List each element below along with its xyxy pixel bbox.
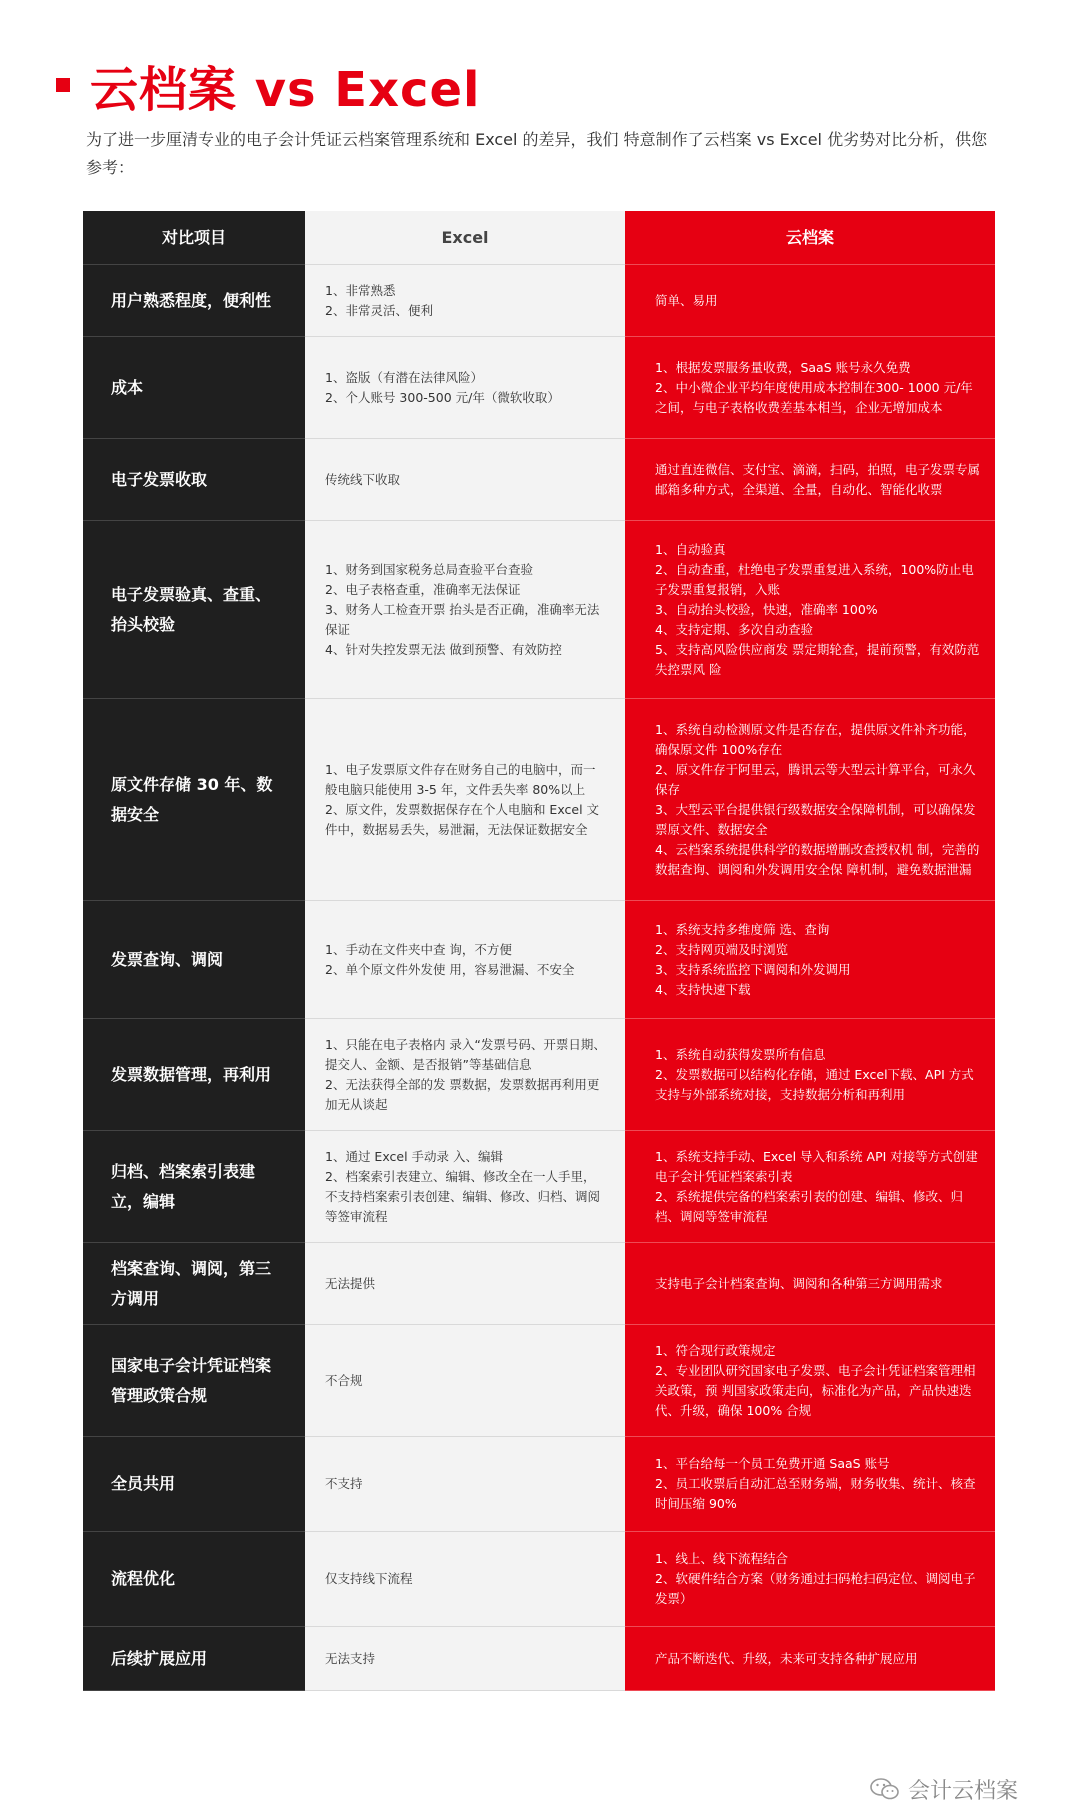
excel-line: 无法支持: [325, 1650, 376, 1666]
cloud-line: 通过直连微信、支付宝、滴滴，扫码，拍照，电子发票专属邮箱多种方式，全渠道、全量，自动化、智能化收票: [655, 461, 981, 497]
cloud-line: 1、线上、线下流程结合: [655, 1551, 788, 1566]
row-cloud-cell: [625, 699, 995, 901]
cloud-line: 4、支持定期、多次自动查验: [655, 621, 813, 637]
row-cloud-cell: [625, 1532, 995, 1627]
excel-line: 传统线下收取: [325, 471, 401, 487]
row-cloud-cell: [625, 901, 995, 1019]
row-item-label: 电子发票收取: [83, 439, 305, 521]
row-excel-cell: [305, 1627, 625, 1691]
row-cloud-cell: [625, 521, 995, 699]
header-cloud: 云档案: [625, 211, 995, 265]
cloud-line: 1、平台给每一个员工免费开通 SaaS 账号: [655, 1456, 890, 1471]
excel-line: 2、无法获得全部的发 票数据，发票数据再利用更加无从谈起: [325, 1076, 600, 1112]
cloud-line: 支持电子会计档案查询、调阅和各种第三方调用需求: [655, 1275, 943, 1291]
row-item-label: 国家电子会计凭证档案管理政策合规: [83, 1325, 305, 1437]
excel-line: 1、电子发票原文件存在财务自己的电脑中，而一般电脑只能使用 3-5 年，文件丢失率 80%以上: [325, 761, 596, 797]
row-excel-cell: [305, 439, 625, 521]
cloud-line: 1、系统支持手动、Excel 导入和系统 API 对接等方式创建电子会计凭证档案索引表: [655, 1148, 978, 1184]
cloud-line: 1、自动验真: [655, 541, 726, 557]
excel-line: 2、单个原文件外发使 用，容易泄漏、不安全: [325, 961, 575, 977]
row-excel-cell: [305, 1243, 625, 1325]
row-item-label: 原文件存储 30 年、数据安全: [83, 699, 305, 901]
cloud-line: 3、支持系统监控下调阅和外发调用: [655, 961, 851, 977]
excel-line: 4、针对失控发票无法 做到预警、有效防控: [325, 641, 562, 657]
cloud-line: 2、发票数据可以结构化存储，通过 Excel下载、API 方式支持与外部系统对接，支持数据分析和再利用: [655, 1066, 974, 1102]
row-excel-cell: [305, 699, 625, 901]
row-item-label: 流程优化: [83, 1532, 305, 1627]
cloud-line: 产品不断迭代、升级，未来可支持各种扩展应用: [655, 1650, 918, 1666]
excel-line: 1、财务到国家税务总局查验平台查验: [325, 561, 533, 577]
cloud-line: 2、专业团队研究国家电子发票、电子会计凭证档案管理相关政策，预 判国家政策走向，标准化为产品，产品快速迭 代、升级，确保 100% 合规: [655, 1362, 976, 1418]
row-item-label: 后续扩展应用: [83, 1627, 305, 1691]
excel-line: 仅支持线下流程: [325, 1571, 413, 1586]
footer-brand: [870, 1774, 1018, 1804]
excel-line: 1、只能在电子表格内 录入“发票号码、开票日期、提交人、金额、是否报销”等基础信息: [325, 1036, 606, 1072]
excel-line: 不合规: [325, 1372, 363, 1388]
cloud-line: 2、支持网页端及时浏览: [655, 941, 788, 957]
row-item-label: 发票查询、调阅: [83, 901, 305, 1019]
cloud-line: 2、员工收票后自动汇总至财务端，财务收集、统计、核查时间压缩 90%: [655, 1476, 976, 1511]
header-item: 对比项目: [83, 211, 305, 265]
row-cloud-cell: [625, 1325, 995, 1437]
excel-line: 不支持: [325, 1476, 363, 1491]
row-excel-cell: [305, 1532, 625, 1627]
cloud-line: 1、符合现行政策规定: [655, 1342, 776, 1358]
cloud-line: 3、自动抬头校验，快速，准确率 100%: [655, 601, 878, 617]
row-excel-cell: [305, 1325, 625, 1437]
row-excel-cell: [305, 337, 625, 439]
row-cloud-cell: [625, 1437, 995, 1532]
header-excel: Excel: [305, 211, 625, 265]
row-cloud-cell: [625, 265, 995, 337]
title-row: [56, 52, 481, 118]
excel-line: 2、原文件，发票数据保存在个人电脑和 Excel 文件中，数据易丢失，易泄漏，无法保证数据安全: [325, 801, 600, 837]
page-title: 云档案 vs Excel: [90, 61, 481, 118]
row-cloud-cell: [625, 439, 995, 521]
excel-line: 1、盗版（有潜在法律风险）: [325, 369, 483, 385]
row-cloud-cell: [625, 1019, 995, 1131]
footer-label: 会计云档案: [908, 1778, 1019, 1804]
row-excel-cell: [305, 1131, 625, 1243]
row-cloud-cell: [625, 337, 995, 439]
row-excel-cell: [305, 901, 625, 1019]
wechat-icon: [870, 1777, 900, 1801]
title-marker: [56, 78, 70, 92]
cloud-line: 1、根据发票服务量收费，SaaS 账号永久免费: [655, 359, 911, 375]
cloud-line: 2、原文件存于阿里云，腾讯云等大型云计算平台，可永久保存: [655, 761, 976, 797]
row-item-label: 电子发票验真、查重、抬头校验: [83, 521, 305, 699]
row-excel-cell: [305, 1019, 625, 1131]
cloud-line: 1、系统自动检测原文件是否存在，提供原文件补齐功能，确保原文件 100%存在: [655, 721, 976, 757]
cloud-line: 4、支持快速下载: [655, 981, 751, 997]
cloud-line: 3、大型云平台提供银行级数据安全保障机制，可以确保发票原文件、数据安全: [655, 801, 976, 837]
row-item-label: 发票数据管理，再利用: [83, 1019, 305, 1131]
comparison-table: [83, 211, 995, 1691]
row-item-label: 全员共用: [83, 1437, 305, 1532]
row-excel-cell: [305, 521, 625, 699]
row-cloud-cell: [625, 1627, 995, 1691]
excel-line: 1、通过 Excel 手动录 入、编辑: [325, 1148, 503, 1164]
cloud-line: 2、中小微企业平均年度使用成本控制在300- 1000 元/年之间，与电子表格收费差基本相当，企业无增加成本: [655, 379, 973, 415]
cloud-line: 1、系统自动获得发票所有信息: [655, 1046, 826, 1062]
excel-line: 2、档案索引表建立、编辑、修改全在一人手里，不支持档案索引表创建、编辑、修改、归档、调阅等签审流程: [325, 1168, 601, 1224]
cloud-line: 简单、易用: [655, 292, 718, 308]
cloud-line: 2、软硬件结合方案（财务通过扫码枪扫码定位、调阅电子发票）: [655, 1571, 976, 1606]
excel-line: 无法提供: [325, 1275, 376, 1291]
excel-line: 3、财务人工检查开票 抬头是否正确，准确率无法保证: [325, 601, 600, 637]
row-item-label: 档案查询、调阅，第三方调用: [83, 1243, 305, 1325]
cloud-line: 2、系统提供完备的档案索引表的创建、编辑、修改、归档、调阅等签审流程: [655, 1188, 963, 1224]
row-cloud-cell: [625, 1131, 995, 1243]
row-cloud-cell: [625, 1243, 995, 1325]
row-item-label: 用户熟悉程度，便利性: [83, 265, 305, 337]
excel-line: 2、电子表格查重，准确率无法保证: [325, 581, 521, 597]
row-item-label: 成本: [83, 337, 305, 439]
cloud-line: 4、云档案系统提供科学的数据增删改查授权机 制，完善的数据查询、调阅和外发调用安全保 障机制，避免数据泄漏: [655, 841, 980, 877]
cloud-line: 5、支持高风险供应商发 票定期轮查，提前预警，有效防范失控票风 险: [655, 641, 980, 677]
cloud-line: 2、自动查重，杜绝电子发票重复进入系统，100%防止电子发票重复报销，入账: [655, 561, 974, 597]
intro-text: 为了进一步厘清专业的电子会计凭证云档案管理系统和 Excel 的差异，我们 特意制作了云档案 vs Excel 优劣势对比分析，供您参考：: [86, 130, 988, 177]
excel-line: 1、手动在文件夹中查 询，不方便: [325, 941, 512, 957]
excel-line: 2、非常灵活、便利: [325, 302, 433, 318]
excel-line: 2、个人账号 300-500 元/年（微软收取）: [325, 389, 560, 405]
row-item-label: 归档、档案索引表建立，编辑: [83, 1131, 305, 1243]
excel-line: 1、非常熟悉: [325, 282, 396, 298]
row-excel-cell: [305, 265, 625, 337]
cloud-line: 1、系统支持多维度筛 选、查询: [655, 921, 830, 937]
row-excel-cell: [305, 1437, 625, 1532]
